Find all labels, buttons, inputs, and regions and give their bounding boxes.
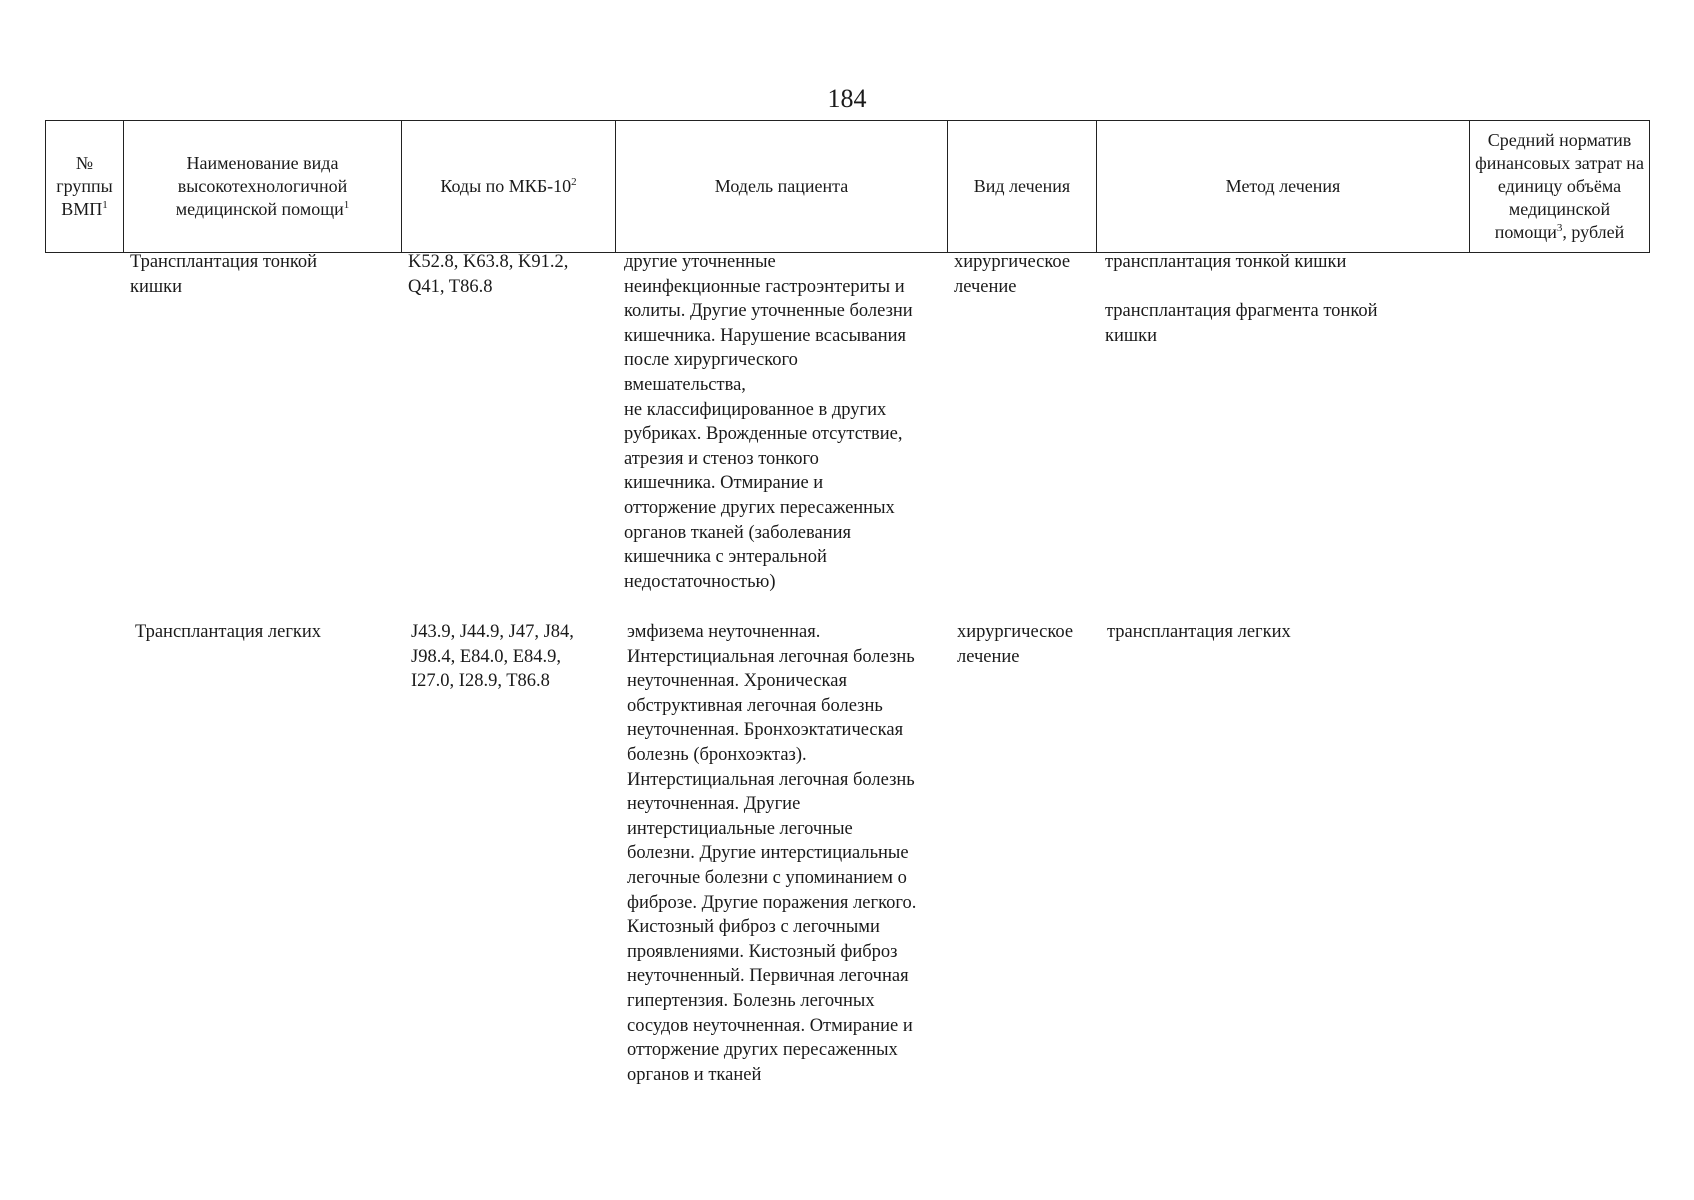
treatment-method xyxy=(1107,620,1291,645)
header-treatment-type: Вид лечения xyxy=(948,121,1097,253)
patient-model-line: эмфизема неуточненная. xyxy=(627,622,821,642)
patient-model-line: Интерстициальная легочная болезнь xyxy=(627,646,915,667)
icd-codes-line: K52.8, K63.8, K91.2, xyxy=(408,252,569,272)
patient-model-line: не классифицированное в других xyxy=(624,399,887,420)
patient-model-line: кишечника с энтеральной xyxy=(624,547,827,568)
patient-model-line: рубриках. Врожденные отсутствие, xyxy=(624,424,903,445)
patient-model-line: органов тканей (заболевания xyxy=(624,522,852,543)
patient-model-line: проявлениями. Кистозный фиброз xyxy=(627,941,898,962)
patient-model-line: неуточненная. Хроническая xyxy=(627,671,847,692)
header-patient-model: Модель пациента xyxy=(616,121,948,253)
icd-codes xyxy=(408,250,568,299)
icd-codes xyxy=(411,620,574,694)
treatment-method-line: трансплантация тонкой кишки xyxy=(1105,252,1347,272)
header-group-number: № группы ВМП$^1$ xyxy=(46,121,124,253)
care-type-name xyxy=(130,250,317,299)
patient-model-line: колиты. Другие уточненные болезни xyxy=(624,301,913,322)
treatment-type-line: хирургическое xyxy=(954,252,1071,272)
icd-codes-line: J43.9, J44.9, J47, J84, xyxy=(411,622,574,642)
treatment-type-line: лечение xyxy=(954,276,1017,297)
patient-model-line: после хирургического xyxy=(624,350,798,371)
patient-model-line: другие уточненные xyxy=(624,252,776,272)
patient-model-line: неинфекционные гастроэнтериты и xyxy=(624,276,905,297)
treatment-type xyxy=(957,620,1073,669)
patient-model-line: атрезия и стеноз тонкого xyxy=(624,448,819,469)
patient-model-line: интерстициальные легочные xyxy=(627,818,853,839)
patient-model-line: болезнь (бронхоэктаз). xyxy=(627,744,807,765)
icd-codes-line: J98.4, E84.0, E84.9, xyxy=(411,646,562,667)
treatment-method-line: трансплантация легких xyxy=(1107,622,1291,642)
patient-model-line: неуточненная. Бронхоэктатическая xyxy=(627,720,904,741)
patient-model-line: неуточненная. Другие xyxy=(627,794,801,815)
header-care-type-name: Наименование вида высокотехнологичной медицинской помощи$^1$ xyxy=(124,121,402,253)
patient-model-line: отторжение других пересаженных xyxy=(627,1040,898,1061)
patient-model-line: Кистозный фиброз с легочными xyxy=(627,917,880,938)
patient-model-line: гипертензия. Болезнь легочных xyxy=(627,990,875,1011)
patient-model-line: кишечника. Нарушение всасывания xyxy=(624,325,907,346)
patient-model-line: болезни. Другие интерстициальные xyxy=(627,843,909,864)
icd-codes-line: I27.0, I28.9, T86.8 xyxy=(411,671,550,692)
care-type-name-line: кишки xyxy=(130,276,183,297)
patient-model-line: обструктивная легочная болезнь xyxy=(627,695,883,716)
treatment-type-line: хирургическое xyxy=(957,622,1074,642)
patient-model-line: отторжение других пересаженных xyxy=(624,497,895,518)
care-type-name xyxy=(135,620,321,645)
patient-model-line: вмешательства, xyxy=(624,374,746,395)
page-number: 184 xyxy=(827,84,867,113)
treatment-type xyxy=(954,250,1070,299)
patient-model xyxy=(624,250,913,594)
care-type-name-line: Трансплантация легких xyxy=(135,622,322,642)
patient-model-line: сосудов неуточненная. Отмирание и xyxy=(627,1015,913,1036)
patient-model-line: недостаточностью) xyxy=(624,571,776,592)
treatment-method-line: кишки xyxy=(1105,325,1158,346)
patient-model-line: органов и тканей xyxy=(627,1064,762,1085)
patient-model-line: кишечника. Отмирание и xyxy=(624,473,824,494)
treatment-type-line: лечение xyxy=(957,646,1020,667)
header-average-cost: Средний норматив финансовых затрат на единицу объёма медицинской помощи$^3$, рублей xyxy=(1470,121,1650,253)
treatment-method xyxy=(1105,250,1378,348)
method-gap xyxy=(1105,275,1378,300)
patient-model-line: неуточненный. Первичная легочная xyxy=(627,966,909,987)
header-icd-codes: Коды по МКБ-$10^2$ xyxy=(402,121,616,253)
icd-codes-line: Q41, T86.8 xyxy=(408,276,493,297)
care-type-name-line: Трансплантация тонкой xyxy=(130,252,318,272)
treatment-method-line: трансплантация фрагмента тонкой xyxy=(1105,301,1378,322)
header-treatment-method: Метод лечения xyxy=(1097,121,1470,253)
patient-model-line: легочные болезни с упоминанием о xyxy=(627,867,907,888)
patient-model-line: фиброзе. Другие поражения легкого. xyxy=(627,892,917,913)
patient-model-line: Интерстициальная легочная болезнь xyxy=(627,769,915,790)
patient-model xyxy=(627,620,916,1087)
